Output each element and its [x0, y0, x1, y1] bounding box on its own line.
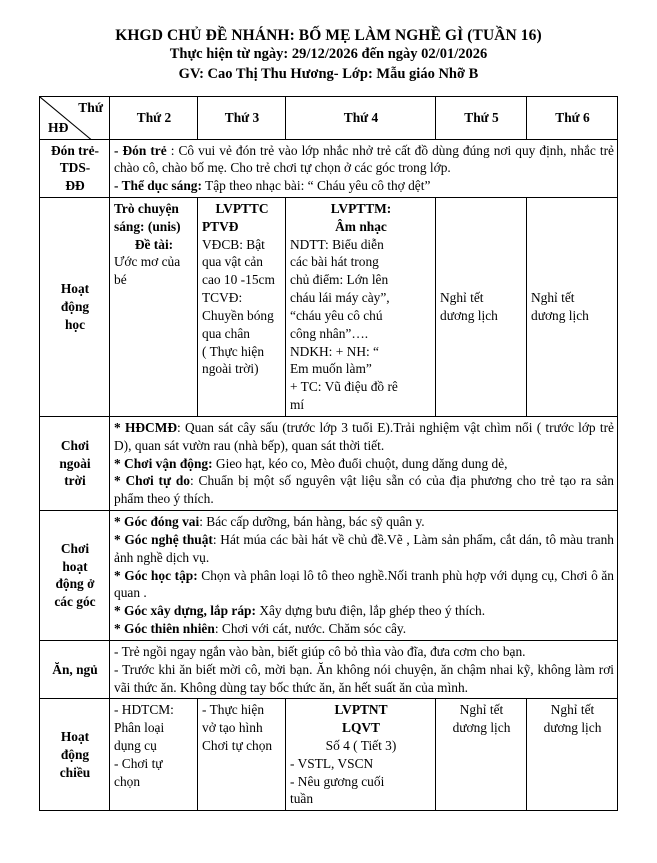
day-cell [527, 699, 618, 811]
row-content-merged [110, 511, 618, 641]
day-cell [527, 197, 618, 416]
row-content-merged [110, 139, 618, 197]
teacher-class-line: GV: Cao Thị Thu Hương- Lớp: Mẫu giáo Nhỡ B [178, 65, 479, 82]
page-title: KHGD CHỦ ĐỀ NHÁNH: BỐ MẸ LÀM NGHỀ GÌ (TUẦN 16) [115, 27, 542, 44]
day-cell [436, 197, 527, 416]
cell-line: cao 10 -15cm [202, 272, 275, 288]
paragraph-lead: * Chơi vận động: [114, 455, 213, 471]
cell-line: + TC: Vũ điệu đồ rê [290, 379, 398, 395]
content-paragraph [114, 455, 614, 473]
column-header-1: Thứ 2 [110, 96, 198, 139]
row-content-merged [110, 416, 618, 510]
cell-line: PTVĐ [202, 218, 239, 234]
paragraph-lead: * Góc học tập: [114, 567, 198, 583]
day-cell [198, 197, 286, 416]
row-label-2 [40, 197, 110, 416]
cell-line: LQVT [342, 720, 380, 736]
day-cell [198, 699, 286, 811]
cell-line: Em muốn làm” [290, 361, 372, 377]
column-header-3: Thứ 4 [286, 96, 436, 139]
content-paragraph [114, 472, 614, 508]
paragraph-lead: * Góc đóng vai [114, 514, 200, 530]
row-label-line: trời [64, 473, 86, 489]
paragraph-body: Xây dựng bưu điện, lắp ghép theo ý thích. [255, 603, 486, 619]
cell-line: Đề tài: [134, 236, 174, 252]
paragraph-body: Gieo hạt, kéo co, Mèo đuổi chuột, dung dăng dung dẻ, [212, 455, 508, 471]
content-paragraph [114, 177, 614, 195]
row-label-line: Chơi [60, 437, 90, 453]
row-label-line: Hoạt [60, 729, 90, 745]
cell-line: Trò chuyện [114, 200, 179, 216]
row-label-line: học [64, 316, 86, 332]
row-label-line: các góc [54, 594, 96, 610]
cell-line: dương lịch [531, 307, 589, 323]
corner-label-activity: HĐ [48, 120, 69, 136]
content-paragraph [114, 531, 614, 567]
cell-line: LVPTNT [334, 702, 388, 718]
cell-line: “cháu yêu cô chú [290, 307, 383, 323]
cell-line: qua chân [202, 325, 250, 341]
paragraph-lead: - Thể dục sáng: [114, 178, 202, 194]
row-label-line: động ở [55, 576, 95, 592]
cell-line: mí [290, 397, 305, 413]
row-label-line: ngoài [59, 455, 91, 471]
cell-line: NDKH: + NH: “ [290, 343, 380, 359]
paragraph-body: : Hát múa các bài hát về chủ đề.Vẽ , Làm sản phẩm, cắt dán, tô màu tranh ảnh nghề dịch vụ. [114, 531, 614, 565]
cell-line: Nghỉ tết [531, 290, 575, 306]
day-cell [286, 699, 436, 811]
cell-line: ( Thực hiện [202, 343, 265, 359]
cell-line: dương lịch [543, 720, 602, 736]
paragraph-body: : Chơi với cát, nước. Chăm sóc cây. [214, 621, 407, 637]
column-header-4: Thứ 5 [436, 96, 527, 139]
cell-line: qua vật cản [202, 254, 263, 270]
cell-line: NDTT: Biểu diễn [290, 236, 384, 252]
content-paragraph [114, 419, 614, 455]
paragraph-body: - Trẻ ngồi ngay ngắn vào bàn, biết giúp cô bỏ thìa vào đĩa, đưa cơm cho bạn. [114, 643, 526, 659]
row-content-merged [110, 640, 618, 698]
row-label-line: hoạt [62, 558, 88, 574]
cell-line: Âm nhạc [335, 218, 387, 234]
cell-line: chọn [114, 773, 141, 789]
cell-line: Nghỉ tết [440, 290, 484, 306]
cell-line: bé [114, 272, 127, 288]
cell-line: Ước mơ của [114, 254, 181, 270]
row-label-6 [40, 699, 110, 811]
day-cell [436, 699, 527, 811]
paragraph-body: : Bác cấp dưỡng, bán hàng, bác sỹ quân y. [199, 514, 425, 530]
cell-line: vở tạo hình [202, 720, 263, 736]
cell-line: dụng cụ [114, 738, 157, 753]
content-paragraph [114, 513, 614, 531]
day-cell [286, 197, 436, 416]
cell-line: Phân loại [114, 720, 165, 736]
cell-line: - Nêu gương cuối [290, 773, 385, 789]
cell-line: Số 4 ( Tiết 3) [325, 738, 397, 753]
cell-line: - Thực hiện [202, 702, 265, 718]
table-row [40, 416, 618, 510]
cell-line: ngoài trời) [202, 361, 259, 377]
cell-line: - VSTL, VSCN [290, 755, 374, 771]
cell-line: Chơi tự chọn [202, 738, 273, 753]
table-row [40, 197, 618, 416]
cell-line: dương lịch [440, 307, 498, 323]
row-label-3 [40, 416, 110, 510]
paragraph-lead: - Đón trẻ [114, 142, 167, 158]
cell-line: LVPTTC [215, 200, 269, 216]
cell-line: dương lịch [452, 720, 511, 736]
paragraph-body: : Cô vui vẻ đón trẻ vào lớp nhắc nhở trẻ cất đồ dùng đúng nơi quy định, nhắc trẻ chào cô, chào bố mẹ. Cho trẻ chơi tự chọn ở các góc trong lớp. [114, 142, 614, 176]
paragraph-lead: * Góc xây dựng, lắp ráp: [114, 603, 256, 619]
paragraph-body: : Quan sát cây sấu (trước lớp 3 tuổi E).Trải nghiệm vật chìm nổi ( trước lớp trẻ D), quan sát vườn rau (nhà bếp), quan sát thời tiết. [114, 419, 615, 453]
paragraph-lead: * Góc nghệ thuật [114, 531, 213, 547]
day-cell [110, 197, 198, 416]
cell-line: công nhân”…. [290, 325, 369, 341]
content-paragraph [114, 620, 614, 638]
row-label-5 [40, 640, 110, 698]
paragraph-body: Chọn và phân loại lô tô theo nghề.Nối tranh phù hợp với dụng cụ, Chơi ô ăn quan . [114, 567, 614, 601]
cell-line: chủ điểm: Lớn lên [290, 272, 389, 288]
table-row [40, 699, 618, 811]
cell-line: cháu lái máy cày”, [290, 290, 390, 306]
content-paragraph [114, 661, 614, 697]
cell-line: Nghỉ tết [459, 702, 504, 718]
row-label-line: Ăn, ngủ [52, 661, 98, 677]
paragraph-lead: * HĐCMĐ [114, 419, 178, 435]
column-header-5: Thứ 6 [527, 96, 618, 139]
table-row [40, 511, 618, 641]
day-cell [110, 699, 198, 811]
date-range-line: Thực hiện từ ngày: 29/12/2026 đến ngày 02/01/2026 [169, 46, 488, 63]
corner-label-weekday: Thứ [78, 99, 103, 115]
row-label-4 [40, 511, 110, 641]
content-paragraph [114, 643, 614, 661]
cell-line: các bài hát trong [290, 254, 379, 270]
content-paragraph [114, 142, 614, 178]
row-label-line: Đón trẻ- [51, 142, 99, 158]
row-label-line: Chơi [60, 540, 90, 556]
table-row [40, 139, 618, 197]
paragraph-body: : Chuẩn bị một số nguyên vật liệu sẵn có của địa phương cho trẻ tạo ra sản phẩm theo ý thích. [114, 473, 614, 507]
row-label-line: chiều [59, 764, 91, 780]
table-header-row [40, 96, 618, 139]
cell-line: - Chơi tự [114, 755, 163, 771]
cell-line: Chuyền bóng [202, 307, 274, 323]
paragraph-lead: * Góc thiên nhiên [114, 621, 215, 637]
row-label-1 [40, 139, 110, 197]
paragraph-lead: * Chơi tự do [114, 473, 190, 489]
weekly-plan-table [39, 96, 618, 812]
corner-header-cell [40, 96, 110, 139]
cell-line: sáng: (unis) [114, 218, 181, 234]
document-header [0, 0, 657, 85]
cell-line: Nghỉ tết [550, 702, 595, 718]
cell-line: LVPTTM: [330, 200, 392, 216]
content-paragraph [114, 567, 614, 603]
content-paragraph [114, 602, 614, 620]
table-row [40, 640, 618, 698]
row-label-line: động [60, 746, 90, 762]
column-header-2: Thứ 3 [198, 96, 286, 139]
cell-line: tuần [290, 791, 314, 807]
paragraph-body: Tập theo nhạc bài: “ Cháu yêu cô thợ dệt” [201, 178, 431, 194]
row-label-line: ĐĐ [65, 178, 85, 194]
row-label-line: Hoạt [60, 281, 90, 297]
row-label-line: động [60, 299, 90, 315]
cell-line: VĐCB: Bật [202, 236, 265, 252]
cell-line: - HDTCM: [114, 702, 174, 718]
row-label-line: TDS- [59, 160, 91, 176]
cell-line: TCVĐ: [202, 290, 243, 306]
paragraph-body: - Trước khi ăn biết mời cô, mời bạn. Ăn không nói chuyện, ăn chậm nhai kỹ, không làm rơi vãi thức ăn. Không dùng tay bốc thức ăn, ăn hết suất ăn của mình. [114, 661, 614, 695]
